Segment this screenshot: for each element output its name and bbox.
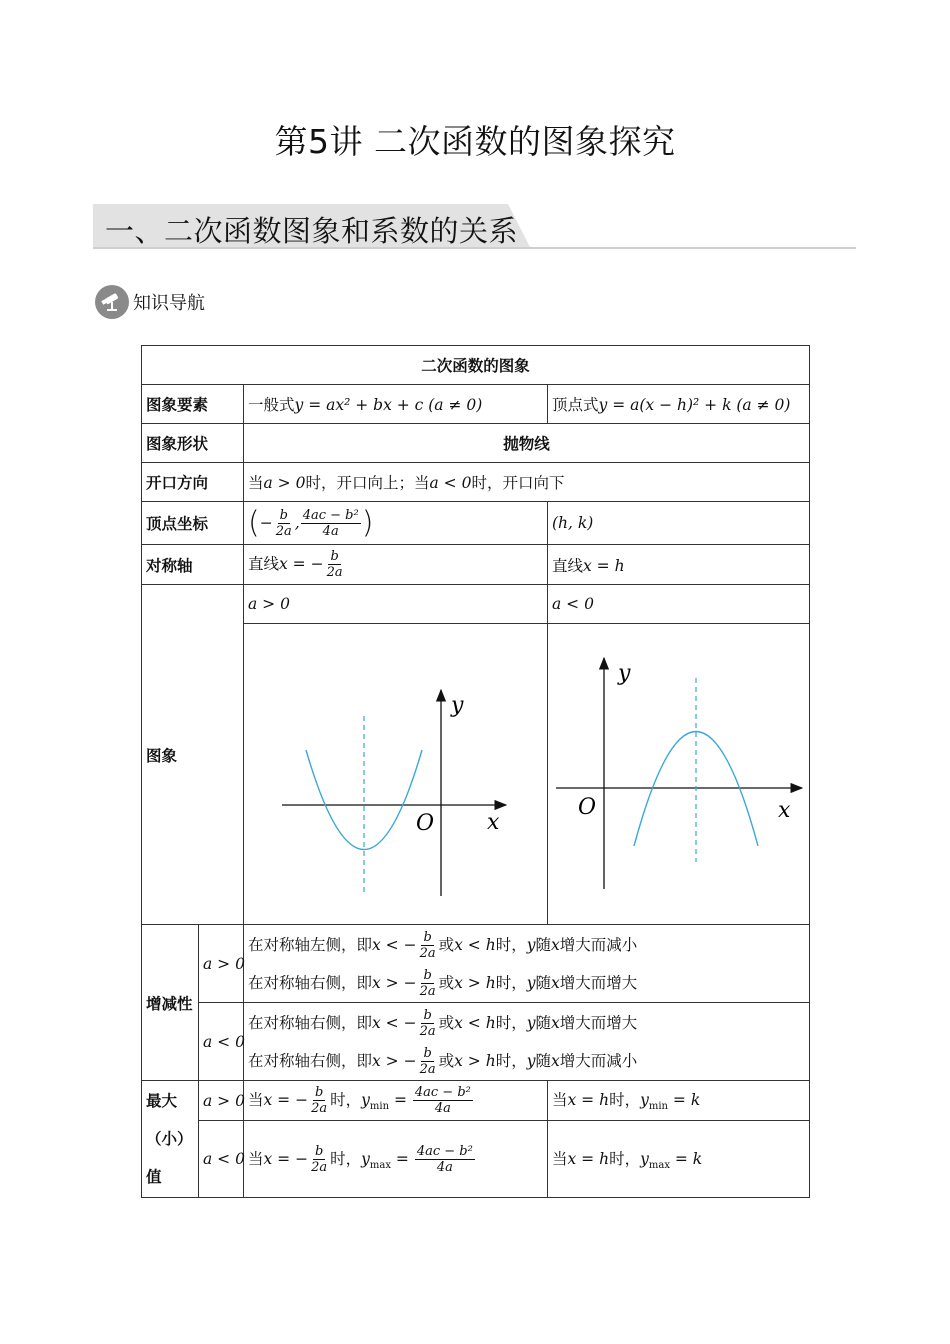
mono-4-den: 2a — [419, 1061, 436, 1077]
axis-general-cell — [244, 545, 548, 585]
monotonic-line-3 — [248, 1004, 805, 1042]
direction-text-1: 当 — [248, 474, 264, 492]
mono-4-num: b — [423, 1045, 432, 1061]
ext-pg-frac1 — [309, 1085, 329, 1116]
mono-2-ineq: x > − — [372, 973, 417, 992]
axis-fraction — [325, 549, 345, 580]
row-extremum-neg — [142, 1121, 810, 1198]
mono-3-tail: 时， — [495, 1013, 527, 1032]
mono-3-t2: 随 — [535, 1013, 552, 1032]
ext-pg-frac1-num: b — [314, 1085, 324, 1100]
y-axis-label: y — [451, 693, 464, 718]
monotonic-neg-cell — [244, 1003, 810, 1081]
extremum-pos-vertex — [548, 1081, 810, 1121]
mono-3-num: b — [423, 1007, 432, 1023]
ext-ng-eq: = — [391, 1149, 414, 1168]
section-title: 一、二次函数图象和系数的关系 — [105, 214, 519, 248]
ext-nv-y: y — [640, 1149, 649, 1168]
vertex-x-numerator: b — [279, 507, 288, 523]
vertex-form-formula: y = a(x − h)² + k (a ≠ 0) — [598, 396, 791, 414]
mono-1-x: x — [551, 935, 560, 954]
ext-ng-frac2-num: 4ac − b² — [416, 1143, 473, 1159]
row-monotonic-pos — [142, 925, 810, 1003]
direction-text-3: 时，开口向下 — [471, 474, 565, 492]
ext-pv-sub: min — [648, 1101, 668, 1113]
mono-1-t2: 随 — [535, 935, 552, 954]
mono-1-tail: 时， — [495, 935, 527, 954]
origin-label: O — [578, 795, 597, 820]
mono-4-alt: x > h — [454, 1051, 496, 1070]
ext-pg-sub: min — [369, 1101, 390, 1113]
mono-3-result: 增大而增大 — [559, 1013, 638, 1032]
row-label-graph: 图象 — [142, 585, 244, 925]
vertex-neg-sign: − — [259, 513, 273, 532]
ext-nv-mid: 时， — [609, 1149, 641, 1168]
row-label-vertex: 顶点坐标 — [142, 502, 244, 545]
mono-4-t2: 随 — [535, 1051, 552, 1070]
direction-cond-1: a > 0 — [263, 474, 306, 492]
mono-2-fraction — [418, 968, 438, 999]
mono-3-ineq: x < − — [372, 1013, 417, 1032]
ext-pg-frac2 — [413, 1085, 473, 1116]
ext-ng-frac1 — [309, 1144, 329, 1175]
ext-pg-eq: = — [389, 1091, 412, 1109]
ext-pv-pre: 当 — [552, 1091, 568, 1110]
mono-1-y: y — [526, 935, 536, 954]
monotonic-pos-cell — [244, 925, 810, 1003]
ext-nv-rhs: = k — [669, 1149, 703, 1168]
vertex-comma: , — [294, 513, 300, 532]
axis-numerator: b — [330, 549, 339, 564]
extremum-pos-condition-text: a > 0 — [203, 1091, 245, 1110]
mono-4-ineq: x > − — [372, 1051, 417, 1070]
direction-value — [244, 463, 810, 502]
ext-nv-sub: max — [648, 1160, 670, 1172]
quadratic-table — [141, 345, 810, 1198]
ext-ng-frac2 — [415, 1144, 475, 1175]
ext-nv-lhs: x = h — [567, 1149, 610, 1168]
monotonic-line-1 — [248, 926, 805, 964]
row-label-axis: 对称轴 — [142, 545, 244, 585]
axis-denominator: 2a — [326, 565, 343, 580]
extremum-pos-condition — [199, 1081, 244, 1121]
ext-ng-pre: 当 — [248, 1149, 264, 1168]
mono-1-ineq: x < − — [372, 935, 417, 954]
mono-3-den: 2a — [419, 1023, 436, 1039]
ext-ng-frac1-den: 2a — [311, 1159, 328, 1175]
axis-prefix: 直线 — [248, 555, 280, 573]
mono-1-pre: 在对称轴左侧，即 — [248, 935, 373, 954]
direction-text-2: 时，开口向上；当 — [305, 474, 430, 492]
mono-4-fraction — [418, 1046, 438, 1077]
ext-pg-frac1-den: 2a — [311, 1101, 328, 1116]
x-axis-label: x — [778, 798, 791, 823]
monotonic-pos-condition — [199, 925, 244, 1003]
ext-ng-frac1-num: b — [314, 1143, 324, 1159]
vertex-x-denominator: 2a — [275, 523, 292, 539]
mono-2-tail: 时， — [495, 973, 527, 992]
mono-4-tail: 时， — [495, 1051, 527, 1070]
extremum-neg-general — [244, 1121, 548, 1198]
ext-pv-lhs: x = h — [567, 1091, 610, 1110]
extremum-neg-vertex — [548, 1121, 810, 1198]
section-header — [93, 204, 856, 250]
row-label-extremum — [142, 1081, 199, 1198]
y-axis-label: y — [618, 661, 631, 686]
vertex-form-prefix: 顶点式 — [552, 396, 599, 414]
mono-3-x: x — [551, 1013, 560, 1032]
row-direction — [142, 463, 810, 502]
monotonic-pos-condition-text: a > 0 — [203, 954, 245, 973]
mono-1-den: 2a — [419, 945, 436, 961]
ext-pg-frac2-num: 4ac − b² — [414, 1085, 471, 1100]
mono-2-den: 2a — [419, 983, 436, 999]
extremum-label-1: 最大 — [146, 1092, 178, 1110]
mono-3-pre: 在对称轴右侧，即 — [248, 1013, 373, 1032]
table-header-row — [142, 346, 810, 385]
mono-1-mid: 或 — [438, 935, 455, 954]
shape-value: 抛物线 — [244, 424, 810, 463]
mono-2-pre: 在对称轴右侧，即 — [248, 973, 373, 992]
ext-ng-y: y — [361, 1149, 370, 1168]
ext-pg-lhs: x = − — [263, 1091, 309, 1109]
vertex-general-cell: (− $\frac{b}{2a}$ , $\frac{\text{4ac − b²}}{4a}$ ) — [244, 502, 548, 545]
row-label-shape: 图象形状 — [142, 424, 244, 463]
mono-4-result: 增大而减小 — [559, 1051, 638, 1070]
vertex-form-coords — [548, 502, 810, 545]
graph-right-condition-text: a < 0 — [552, 595, 594, 613]
row-graph-conditions — [142, 585, 810, 624]
mono-2-y: y — [526, 973, 536, 992]
axis-lhs: x = − — [279, 555, 324, 573]
axis-vertex-value: x = h — [583, 556, 625, 575]
monotonic-neg-condition-text: a < 0 — [203, 1032, 245, 1051]
knowledge-nav-label: 知识导航 — [133, 293, 205, 314]
vertex-y-numerator: 4ac − b² — [302, 507, 359, 523]
extremum-label-3: 值 — [146, 1168, 162, 1186]
mono-2-x: x — [551, 973, 560, 992]
row-axis — [142, 545, 810, 585]
vertex-hk: (h, k) — [552, 514, 594, 532]
origin-label: O — [416, 811, 435, 836]
extremum-label-2: （小） — [146, 1130, 193, 1148]
mono-1-result: 增大而减小 — [559, 935, 638, 954]
row-label-direction: 开口方向 — [142, 463, 244, 502]
mono-4-x: x — [551, 1051, 560, 1070]
ext-pg-mid: 时， — [330, 1091, 362, 1109]
mono-2-alt: x > h — [454, 973, 496, 992]
general-form-formula: y = ax² + bx + c (a ≠ 0) — [294, 396, 483, 414]
row-shape — [142, 424, 810, 463]
mono-1-fraction — [418, 930, 438, 961]
monotonic-neg-condition — [199, 1003, 244, 1081]
extremum-pos-general — [244, 1081, 548, 1121]
extremum-neg-condition — [199, 1121, 244, 1198]
row-label-monotonic: 增减性 — [142, 925, 199, 1081]
mono-3-y: y — [526, 1013, 536, 1032]
ext-nv-pre: 当 — [552, 1149, 568, 1168]
ext-ng-lhs: x = − — [263, 1149, 309, 1168]
graph-downward-cell — [548, 624, 810, 925]
mono-4-mid: 或 — [438, 1051, 455, 1070]
ext-pv-rhs: = k — [668, 1091, 701, 1110]
monotonic-line-2 — [248, 964, 805, 1002]
downward-parabola-graph — [548, 624, 810, 920]
ext-ng-sub: max — [369, 1159, 391, 1171]
mono-2-result: 增大而增大 — [559, 973, 638, 992]
monotonic-line-4 — [248, 1042, 805, 1080]
graph-right-condition — [548, 585, 810, 624]
upward-parabola-graph — [244, 624, 548, 920]
mono-4-y: y — [526, 1051, 536, 1070]
knowledge-nav — [95, 287, 205, 317]
vertex-x-fraction — [274, 508, 294, 539]
row-extremum-pos — [142, 1081, 810, 1121]
mono-1-num: b — [423, 929, 432, 945]
axis-vertex-prefix: 直线 — [552, 556, 584, 575]
vertex-y-fraction — [301, 508, 361, 539]
ext-pg-pre: 当 — [248, 1091, 264, 1109]
graph-upward-cell — [244, 624, 548, 925]
mono-3-fraction — [418, 1008, 438, 1039]
axis-vertex-cell — [548, 545, 810, 585]
general-form-cell — [244, 385, 548, 424]
ext-pv-y: y — [640, 1091, 649, 1110]
general-form-prefix: 一般式 — [248, 396, 295, 414]
row-label-elements: 图象要素 — [142, 385, 244, 424]
ext-pg-y: y — [361, 1091, 370, 1109]
extremum-neg-condition-text: a < 0 — [203, 1150, 245, 1168]
page-title: 第5讲 二次函数的图象探究 — [274, 122, 676, 161]
mono-3-mid: 或 — [438, 1013, 455, 1032]
telescope-icon — [95, 285, 129, 319]
row-elements — [142, 385, 810, 424]
row-monotonic-neg — [142, 1003, 810, 1081]
mono-2-num: b — [423, 967, 432, 983]
row-vertex — [142, 502, 810, 545]
vertex-y-denominator: 4a — [322, 523, 339, 539]
mono-2-mid: 或 — [438, 973, 455, 992]
mono-4-pre: 在对称轴右侧，即 — [248, 1051, 373, 1070]
ext-ng-mid: 时， — [330, 1149, 362, 1168]
mono-1-alt: x < h — [454, 935, 496, 954]
direction-cond-2: a < 0 — [429, 474, 472, 492]
table-header: 二次函数的图象 — [142, 346, 810, 385]
x-axis-label: x — [487, 810, 500, 835]
mono-2-t2: 随 — [535, 973, 552, 992]
graph-left-condition — [244, 585, 548, 624]
graph-left-condition-text: a > 0 — [248, 595, 290, 613]
ext-pv-mid: 时， — [609, 1091, 641, 1110]
mono-3-alt: x < h — [454, 1013, 496, 1032]
ext-ng-frac2-den: 4a — [436, 1159, 453, 1175]
ext-pg-frac2-den: 4a — [434, 1101, 451, 1116]
vertex-form-cell — [548, 385, 810, 424]
